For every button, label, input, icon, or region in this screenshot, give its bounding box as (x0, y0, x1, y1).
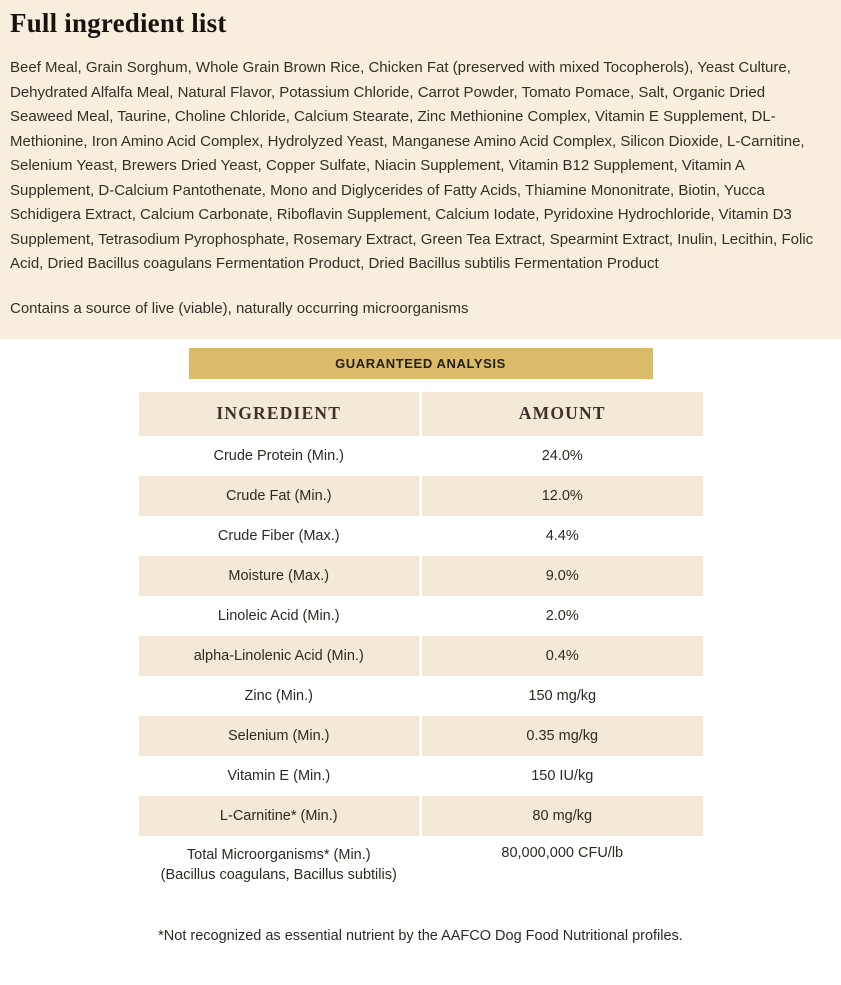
ingredient-cell: L-Carnitine* (Min.) (139, 796, 420, 836)
ingredient-cell: Linoleic Acid (Min.) (139, 596, 420, 636)
ingredient-cell: Vitamin E (Min.) (139, 756, 420, 796)
amount-cell: 24.0% (422, 436, 703, 476)
table-row (139, 476, 703, 516)
page-title: Full ingredient list (10, 8, 227, 38)
amount-cell: 0.35 mg/kg (422, 716, 703, 756)
ingredient-cell: Crude Fiber (Max.) (139, 516, 420, 556)
column-header-amount: AMOUNT (422, 392, 703, 436)
ingredients-paragraph: Beef Meal, Grain Sorghum, Whole Grain Brown Rice, Chicken Fat (preserved with mixed Tocopherols), Yeast Culture, Dehydrated Alfalfa Meal, Natural Flavor, Potassium Chloride, Carrot Powder, Tomato Pomace, Salt, Organic Dried Seaweed Meal, Taurine, Choline Chloride, Calcium Stearate, Zinc Methionine Complex, Vitamin E Supplement, DL-Methionine, Iron Amino Acid Complex, Hydrolyzed Yeast, Manganese Amino Acid Complex, Silicon Dioxide, L-Carnitine, Selenium Yeast, Brewers Dried Yeast, Copper Sulfate, Niacin Supplement, Vitamin B12 Supplement, Vitamin A Supplement, D-Calcium Pantothenate, Mono and Diglycerides of Fatty Acids, Thiamine Mononitrate, Biotin, Yucca Schidigera Extract, Calcium Carbonate, Riboflavin Supplement, Calcium Iodate, Pyridoxine Hydrochloride, Vitamin D3 Supplement, Tetrasodium Pyrophosphate, Rosemary Extract, Green Tea Extract, Spearmint Extract, Inulin, Lecithin, Folic Acid, Dried Bacillus coagulans Fermentation Product, Dried Bacillus subtilis Fermentation Product (10, 59, 814, 272)
ingredient-list-section (0, 0, 841, 339)
table-row (139, 436, 703, 476)
amount-cell: 4.4% (422, 516, 703, 556)
column-header-ingredient: INGREDIENT (139, 392, 420, 436)
ingredient-cell: Selenium (Min.) (139, 716, 420, 756)
ingredient-cell: alpha-Linolenic Acid (Min.) (139, 636, 420, 676)
table-row (139, 836, 703, 894)
amount-cell: 2.0% (422, 596, 703, 636)
table-row (139, 596, 703, 636)
amount-cell: 150 IU/kg (422, 756, 703, 796)
table-row (139, 756, 703, 796)
table-row (139, 716, 703, 756)
aafco-footnote: *Not recognized as essential nutrient by the AAFCO Dog Food Nutritional profiles. (158, 927, 683, 944)
amount-cell: 80,000,000 CFU/lb (422, 836, 703, 894)
amount-cell: 9.0% (422, 556, 703, 596)
guaranteed-analysis-table (139, 392, 703, 894)
ingredient-line-2: (Bacillus coagulans, Bacillus subtilis) (160, 866, 397, 883)
ingredient-cell: Moisture (Max.) (139, 556, 420, 596)
table-row (139, 796, 703, 836)
table-header-row (139, 392, 703, 436)
guaranteed-analysis-section (0, 348, 841, 944)
table-row (139, 676, 703, 716)
microorganisms-note: Contains a source of live (viable), naturally occurring microorganisms (10, 299, 469, 317)
guaranteed-analysis-banner: GUARANTEED ANALYSIS (189, 348, 653, 379)
ingredient-cell: Crude Fat (Min.) (139, 476, 420, 516)
amount-cell: 0.4% (422, 636, 703, 676)
table-row (139, 636, 703, 676)
table-row (139, 556, 703, 596)
amount-cell: 150 mg/kg (422, 676, 703, 716)
ingredient-line-1: Total Microorganisms* (Min.) (186, 846, 371, 863)
amount-cell: 12.0% (422, 476, 703, 516)
ingredient-cell: Crude Protein (Min.) (139, 436, 420, 476)
amount-cell: 80 mg/kg (422, 796, 703, 836)
table-row (139, 516, 703, 556)
ingredient-cell (139, 836, 420, 894)
ingredient-cell: Zinc (Min.) (139, 676, 420, 716)
